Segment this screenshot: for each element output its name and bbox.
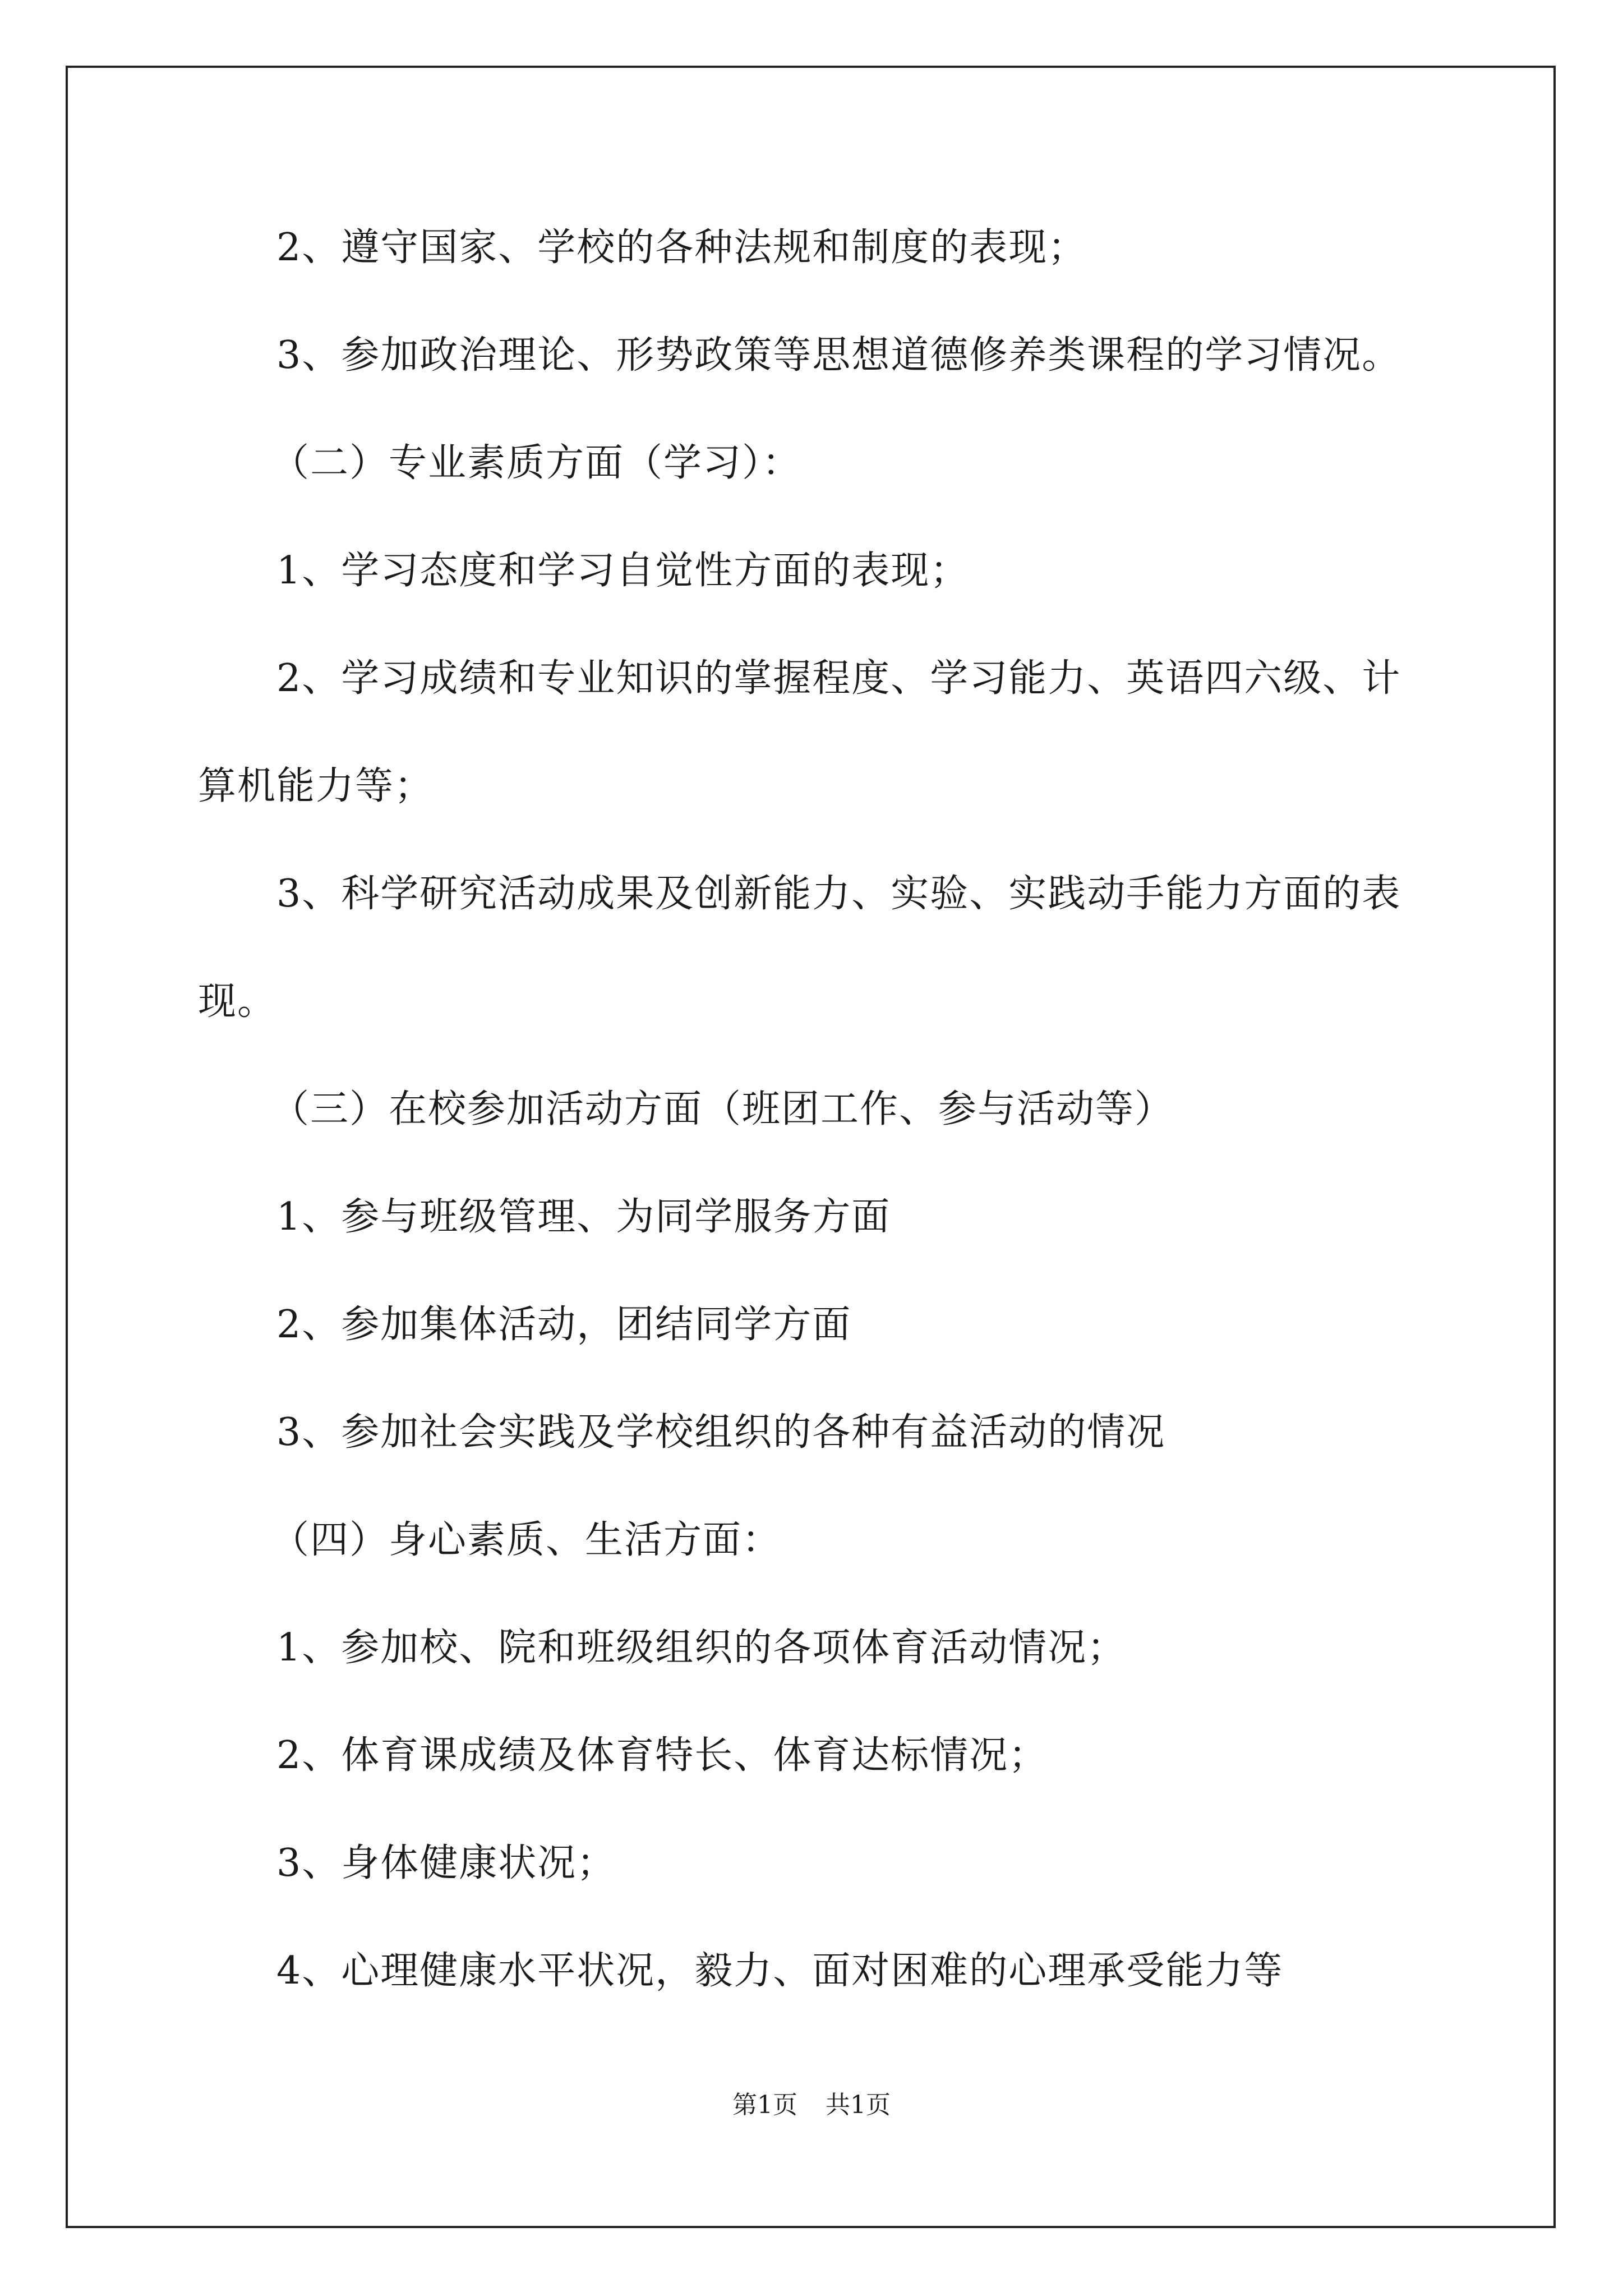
text-line: 4、心理健康水平状况，毅力、面对困难的心理承受能力等: [276, 1949, 1284, 1993]
page-count: 共1页: [826, 2091, 891, 2119]
text-line: 2、学习成绩和专业知识的掌握程度、学习能力、英语四六级、计: [276, 656, 1401, 701]
text-line: 1、学习态度和学习自觉性方面的表现；: [276, 549, 970, 593]
section-heading: （四）身心素质、生活方面：: [271, 1518, 782, 1562]
text-line: 1、参与班级管理、为同学服务方面: [276, 1195, 891, 1239]
text-line: 2、遵守国家、学校的各种法规和制度的表现；: [276, 226, 1087, 270]
section-heading: （三）在校参加活动方面（班团工作、参与活动等）: [271, 1087, 1174, 1131]
text-line: 算机能力等；: [198, 764, 434, 808]
text-line: 2、体育课成绩及体育特长、体育达标情况；: [276, 1733, 1048, 1778]
page-footer: [0, 2090, 1623, 2121]
page-number: 第1页: [732, 2091, 797, 2119]
text-line: 3、科学研究活动成果及创新能力、实验、实践动手能力方面的表: [276, 872, 1401, 916]
text-line: 3、身体健康状况；: [276, 1841, 616, 1885]
text-line: 现。: [198, 979, 277, 1024]
text-line: 3、参加政治理论、形势政策等思想道德修养类课程的学习情况。: [276, 333, 1401, 378]
text-line: 2、参加集体活动，团结同学方面: [276, 1303, 852, 1347]
text-line: 1、参加校、院和班级组织的各项体育活动情况；: [276, 1626, 1127, 1670]
text-line: 3、参加社会实践及学校组织的各种有益活动的情况: [276, 1410, 1166, 1455]
section-heading: （二）专业素质方面（学习）：: [271, 441, 802, 485]
